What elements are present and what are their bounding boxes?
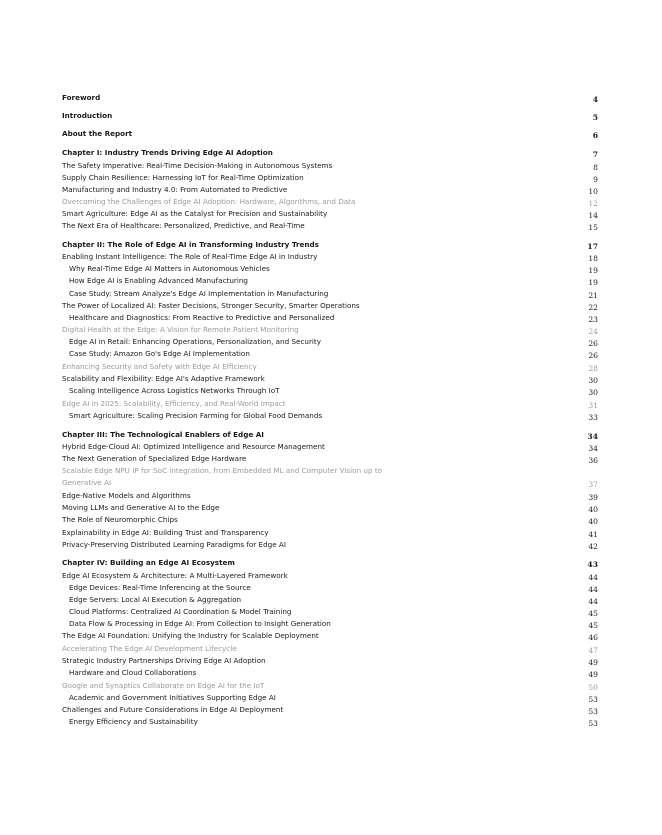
- toc-entry-page-number: 53: [588, 718, 598, 728]
- toc-entry-page-number: 21: [588, 290, 598, 300]
- toc-entry-title: Edge-Native Models and Algorithms: [62, 491, 191, 500]
- toc-entry-title: Smart Agriculture: Edge AI as the Catalyst for Precision and Sustainability: [62, 209, 328, 218]
- toc-entry-title: The Edge AI Foundation: Unifying the Industry for Scalable Deployment: [62, 631, 319, 640]
- toc-entry-page-number: 26: [588, 338, 598, 348]
- toc-entry-page-number: 17: [587, 241, 598, 251]
- toc-entry-title: Edge AI in Retail: Enhancing Operations, Personalization, and Security: [69, 337, 321, 346]
- toc-entry-title: Smart Agriculture: Scaling Precision Farming for Global Food Demands: [69, 411, 323, 420]
- toc-entry-title: Data Flow & Processing in Edge AI: From Collection to Insight Generation: [69, 619, 331, 628]
- toc-entry-page-number: 45: [588, 620, 598, 630]
- toc-entry-page-number: 7: [592, 149, 598, 159]
- toc-entry-page-number: 10: [588, 186, 598, 196]
- toc-entry[interactable]: [62, 490, 598, 502]
- toc-heading[interactable]: [62, 128, 598, 140]
- toc-entry[interactable]: [62, 502, 598, 514]
- toc-entry-page-number: 37: [588, 479, 598, 489]
- toc-entry-page-number: 22: [588, 302, 598, 312]
- toc-entry[interactable]: [62, 680, 598, 692]
- toc-entry-page-number: 24: [588, 326, 598, 336]
- toc-entry-page-number: 15: [588, 222, 598, 232]
- toc-entry[interactable]: [62, 655, 598, 667]
- toc-entry-page-number: 6: [592, 130, 598, 140]
- toc-entry-page-number: 9: [593, 174, 598, 184]
- toc-entry-title: Digital Health at the Edge: A Vision for Remote Patient Monitoring: [62, 325, 299, 334]
- toc-entry-page-number: 45: [588, 608, 598, 618]
- toc-entry-title: Hybrid Edge-Cloud AI: Optimized Intelligence and Resource Management: [62, 442, 325, 451]
- toc-entry[interactable]: [62, 385, 598, 397]
- toc-entry-page-number: 44: [588, 596, 598, 606]
- toc-entry[interactable]: [62, 288, 598, 300]
- toc-entry-title: Foreword: [62, 93, 101, 102]
- toc-entry[interactable]: [62, 618, 598, 630]
- toc-entry[interactable]: [62, 692, 598, 704]
- toc-entry-title: The Role of Neuromorphic Chips: [62, 515, 178, 524]
- toc-entry[interactable]: [62, 312, 598, 324]
- toc-entry-title: Energy Efficiency and Sustainability: [69, 717, 198, 726]
- toc-entry-title: Edge AI Ecosystem & Architecture: A Multi-Layered Framework: [62, 571, 288, 580]
- toc-entry-title: Explainability in Edge AI: Building Trust and Transparency: [62, 528, 269, 537]
- toc-entry-page-number: 46: [588, 632, 598, 642]
- toc-entry-page-number: 19: [588, 277, 598, 287]
- toc-entry-page-number: 50: [588, 682, 598, 692]
- toc-entry-title: Edge Devices: Real-Time Inferencing at the Source: [69, 583, 251, 592]
- toc-entry[interactable]: [62, 477, 598, 489]
- toc-entry[interactable]: [62, 251, 598, 263]
- toc-entry-page-number: 40: [588, 516, 598, 526]
- toc-entry-page-number: 40: [588, 504, 598, 514]
- toc-entry[interactable]: [62, 667, 598, 679]
- toc-entry-title: Enabling Instant Intelligence: The Role of Real-Time Edge AI in Industry: [62, 252, 318, 261]
- toc-entry-page-number: 30: [588, 375, 598, 385]
- toc-entry[interactable]: [62, 208, 598, 220]
- toc-entry-page-number: 34: [588, 443, 598, 453]
- toc-entry[interactable]: [62, 410, 598, 422]
- toc-heading[interactable]: [62, 147, 598, 159]
- toc-entry-title: How Edge AI is Enabling Advanced Manufacturing: [69, 276, 248, 285]
- toc-entry-page-number: 36: [588, 455, 598, 465]
- toc-entry[interactable]: [62, 527, 598, 539]
- toc-entry-page-number: 4: [592, 94, 598, 104]
- toc-entry-page-number: 19: [588, 265, 598, 275]
- toc-entry-title: Enhancing Security and Safety with Edge AI Efficiency: [62, 362, 257, 371]
- toc-entry-title: Challenges and Future Considerations in Edge AI Deployment: [62, 705, 284, 714]
- toc-entry-title: Edge AI in 2025: Scalability, Efficiency, and Real-World Impact: [62, 399, 286, 408]
- toc-entry-title: The Next Generation of Specialized Edge Hardware: [62, 454, 247, 463]
- toc-heading[interactable]: [62, 557, 598, 569]
- toc-entry[interactable]: [62, 263, 598, 275]
- toc-entry-page-number: 23: [588, 314, 598, 324]
- toc-entry-title: Case Study: Stream Analyze's Edge AI Implementation in Manufacturing: [69, 289, 329, 298]
- toc-entry[interactable]: [62, 643, 598, 655]
- toc-entry[interactable]: [62, 441, 598, 453]
- toc-entry[interactable]: [62, 300, 598, 312]
- toc-entry-page-number: 49: [588, 657, 598, 667]
- toc-entry-page-number: 28: [588, 363, 598, 373]
- toc-heading[interactable]: [62, 110, 598, 122]
- toc-entry-page-number: 53: [588, 706, 598, 716]
- toc-entry-title: Manufacturing and Industry 4.0: From Automated to Predictive: [62, 185, 288, 194]
- toc-entry-title: Healthcare and Diagnostics: From Reactive to Predictive and Personalized: [69, 313, 335, 322]
- toc-entry-page-number: 18: [588, 253, 598, 263]
- toc-entry-page-number: 42: [588, 541, 598, 551]
- toc-entry-page-number: 14: [588, 210, 598, 220]
- toc-entry-page-number: 12: [588, 198, 598, 208]
- toc-entry-page-number: 33: [588, 412, 598, 422]
- toc-entry-title: Scalable Edge NPU IP for SoC integration, from Embedded ML and Computer Vision up to: [62, 466, 383, 475]
- toc-entry-title: Privacy-Preserving Distributed Learning Paradigms for Edge AI: [62, 540, 286, 549]
- toc-entry[interactable]: [62, 453, 598, 465]
- toc-entry[interactable]: [62, 398, 598, 410]
- toc-entry[interactable]: [62, 361, 598, 373]
- toc-entry[interactable]: [62, 184, 598, 196]
- toc-entry-title: The Safety Imperative: Real-Time Decision-Making in Autonomous Systems: [62, 161, 333, 170]
- toc-entry-title: Introduction: [62, 111, 113, 120]
- toc-entry[interactable]: [62, 514, 598, 526]
- toc-entry-page-number: 31: [588, 400, 598, 410]
- toc-entry[interactable]: [62, 196, 598, 208]
- toc-entry[interactable]: [62, 324, 598, 336]
- toc-entry-title: About the Report: [62, 129, 133, 138]
- toc-entry-page-number: 44: [588, 584, 598, 594]
- toc-entry-title: Overcoming the Challenges of Edge AI Adoption: Hardware, Algorithms, and Data: [62, 197, 356, 206]
- toc-entry-title: The Next Era of Healthcare: Personalized, Predictive, and Real-Time: [62, 221, 305, 230]
- toc-entry-title: Why Real-Time Edge AI Matters in Autonomous Vehicles: [69, 264, 270, 273]
- toc-entry-page-number: 30: [588, 387, 598, 397]
- toc-entry-page-number: 26: [588, 350, 598, 360]
- toc-entry[interactable]: [62, 606, 598, 618]
- toc-entry[interactable]: [62, 582, 598, 594]
- toc-entry-title: Moving LLMs and Generative AI to the Edge: [62, 503, 220, 512]
- toc-entry[interactable]: [62, 348, 598, 360]
- toc-entry-title: Chapter III: The Technological Enablers of Edge AI: [62, 430, 264, 439]
- toc-entry-title: Chapter I: Industry Trends Driving Edge AI Adoption: [62, 148, 273, 157]
- toc-entry-title: Cloud Platforms: Centralized AI Coordination & Model Training: [69, 607, 292, 616]
- toc-entry-page-number: 47: [588, 645, 598, 655]
- toc-entry-title: The Power of Localized AI: Faster Decisions, Stronger Security, Smarter Operations: [62, 301, 360, 310]
- toc-entry[interactable]: [62, 373, 598, 385]
- toc-entry-page-number: 43: [587, 559, 598, 569]
- toc-heading[interactable]: [62, 429, 598, 441]
- toc-entry-title: Scalability and Flexibility: Edge AI's Adaptive Framework: [62, 374, 265, 383]
- toc-heading[interactable]: [62, 239, 598, 251]
- toc-entry-title: Hardware and Cloud Collaborations: [69, 668, 197, 677]
- toc-entry[interactable]: [62, 160, 598, 172]
- toc-heading[interactable]: [62, 92, 598, 104]
- toc-entry-page-number: 53: [588, 694, 598, 704]
- toc-entry[interactable]: [62, 465, 598, 477]
- toc-entry[interactable]: [62, 704, 598, 716]
- toc-entry-title: Edge Servers: Local AI Execution & Aggregation: [69, 595, 242, 604]
- toc-entry-title: Accelerating The Edge AI Development Lifecycle: [62, 644, 237, 653]
- toc-entry[interactable]: [62, 220, 598, 232]
- toc-entry-page-number: 41: [588, 529, 598, 539]
- toc-entry-page-number: 34: [587, 431, 598, 441]
- toc-entry[interactable]: [62, 594, 598, 606]
- toc-entry[interactable]: [62, 336, 598, 348]
- toc-entry-title: Chapter IV: Building an Edge AI Ecosystem: [62, 558, 235, 567]
- toc-entry-page-number: 49: [588, 669, 598, 679]
- toc-entry-title: Google and Synaptics Collaborate on Edge AI for the IoT: [62, 681, 265, 690]
- toc-entry-title: Academic and Government Initiatives Supporting Edge AI: [69, 693, 276, 702]
- toc-entry-title: Supply Chain Resilience: Harnessing IoT for Real-Time Optimization: [62, 173, 304, 182]
- toc-entry-page-number: 8: [593, 162, 598, 172]
- toc-entry-title: Strategic Industry Partnerships Driving Edge AI Adoption: [62, 656, 266, 665]
- toc-entry[interactable]: [62, 716, 598, 728]
- toc-entry-title: Generative AI: [62, 478, 112, 487]
- toc-entry[interactable]: [62, 630, 598, 642]
- toc-entry-page-number: 5: [592, 112, 598, 122]
- toc-entry-title: Case Study: Amazon Go's Edge AI Implementation: [69, 349, 250, 358]
- toc-entry-title: Chapter II: The Role of Edge AI in Transforming Industry Trends: [62, 240, 319, 249]
- toc-entry[interactable]: [62, 275, 598, 287]
- toc-entry[interactable]: [62, 570, 598, 582]
- toc-entry[interactable]: [62, 539, 598, 551]
- toc-entry[interactable]: [62, 172, 598, 184]
- toc-entry-page-number: 39: [588, 492, 598, 502]
- toc-entry-title: Scaling Intelligence Across Logistics Networks Through IoT: [69, 386, 280, 395]
- toc-entry-page-number: 44: [588, 572, 598, 582]
